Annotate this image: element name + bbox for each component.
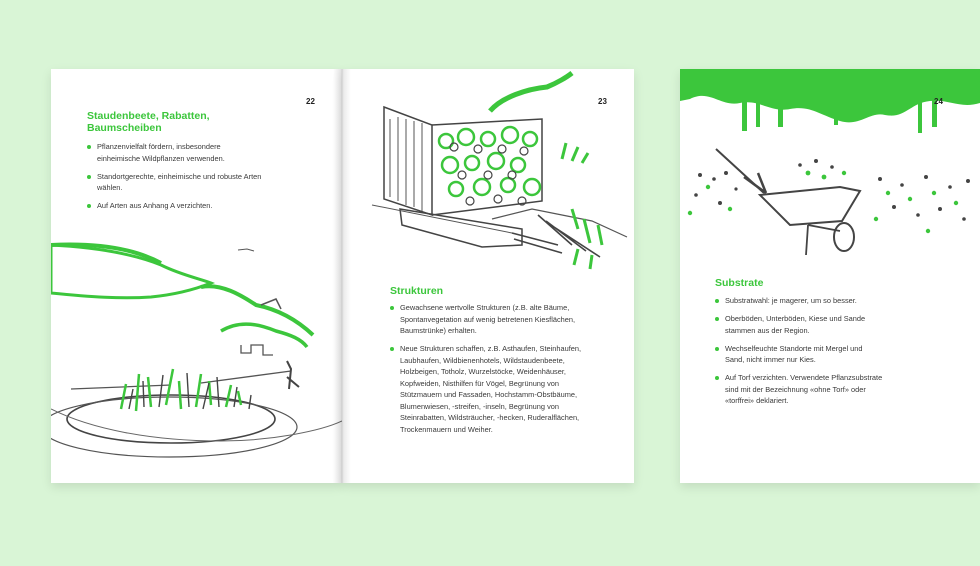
list-item: Oberböden, Unterböden, Kiese und Sande stammen aus der Region. <box>715 313 883 336</box>
page-23 <box>342 69 634 483</box>
title-line: Baumscheiben <box>87 122 162 134</box>
title-line: Staudenbeete, Rabatten, <box>87 110 210 122</box>
list-item: Auf Arten aus Anhang A verzichten. <box>87 200 262 212</box>
list-item: Wechselfeuchte Standorte mit Mergel und Sand, nicht immer nur Kies. <box>715 343 883 366</box>
page-number: 24 <box>934 97 943 106</box>
list-item: Auf Torf verzichten. Verwendete Pflanzsubstrate sind mit der Bezeichnung «ohne Torf» oder «torffrei» deklariert. <box>715 372 883 407</box>
list-item: Gewachsene wertvolle Strukturen (z.B. alte Bäume, Spontanvegetation auf wenig betretenen Kiesflächen, Baumstrünke) erhalten. <box>390 302 592 337</box>
section-title: Substrate <box>715 277 764 289</box>
page-number: 22 <box>306 97 315 106</box>
bullet-list <box>715 295 883 413</box>
page-24 <box>680 69 980 483</box>
page-22 <box>51 69 342 483</box>
list-item: Substratwahl: je magerer, um so besser. <box>715 295 883 307</box>
flowerbed-illustration <box>51 69 342 483</box>
section-title: Strukturen <box>390 285 444 297</box>
list-item: Pflanzenvielfalt fördern, insbesondere einheimische Wildpflanzen verwenden. <box>87 141 262 164</box>
list-item: Neue Strukturen schaffen, z.B. Asthaufen, Steinhaufen, Laubhaufen, Wildbienenhotels, Wildstaudenbeete, Holzbeigen, Totholz, Wurzelstöcke, Weidenhäuser, Kopfweiden, Nisthilfen für Vögel, Begrünung von Stützmauern und Fassaden, Hochstamm-Obstbäume, Blumenwiesen, -streifen, -inseln, Begrünung von Steinrabatten, Wildsträucher, -hecken, Ruderalflächen, Trockenmauern und Weiher. <box>390 343 592 435</box>
page-number: 23 <box>598 97 607 106</box>
book-gutter <box>333 69 351 483</box>
wheelbarrow-illustration <box>680 69 980 483</box>
bullet-list <box>390 302 592 442</box>
list-item: Standortgerechte, einheimische und robuste Arten wählen. <box>87 171 262 194</box>
